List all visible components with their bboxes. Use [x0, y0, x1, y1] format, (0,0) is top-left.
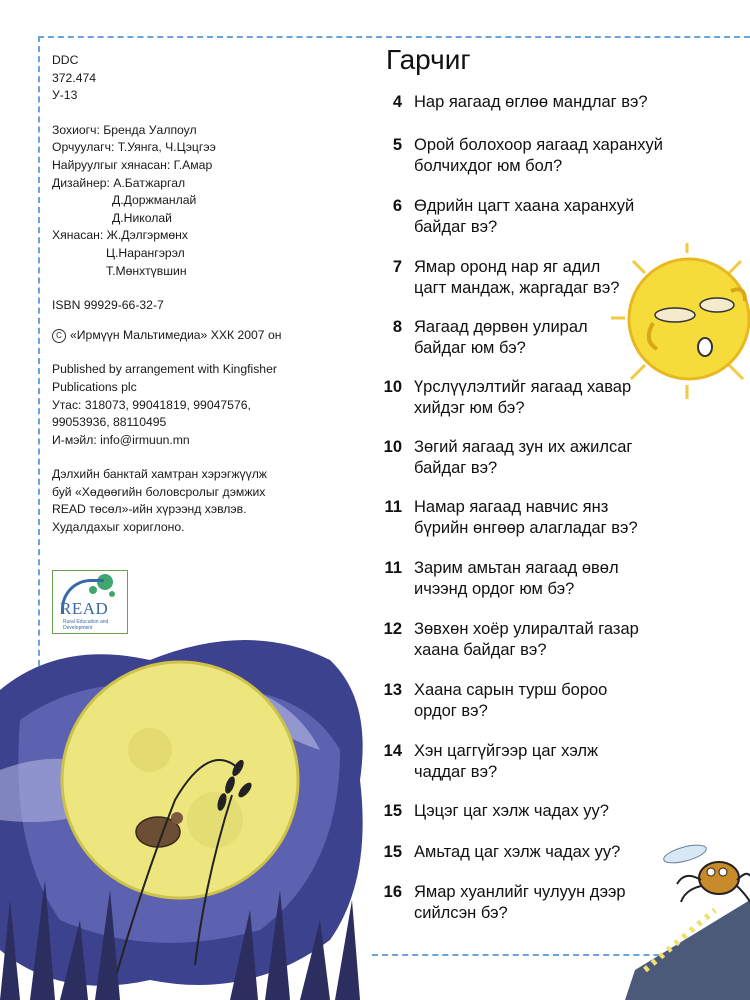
copyright-text: «Ирмүүн Мальтимедиа» ХХК 2007 он — [70, 327, 282, 342]
toc-page-number: 15 — [383, 802, 402, 820]
toc-item — [372, 437, 632, 479]
toc-item — [372, 801, 609, 822]
toc-item — [372, 317, 588, 359]
toc-item-text: Яагаад дөрвөн улирал байдаг юм бэ? — [414, 318, 588, 357]
logo-word: READ — [60, 599, 109, 618]
isbn: ISBN 99929-66-32-7 — [52, 298, 164, 313]
toc-page-number: 4 — [392, 93, 402, 111]
credit-editor: Найруулгыг хянасан: Г.Амар — [52, 157, 213, 172]
toc-item-text: Хаана сарын турш бороо ордог вэ? — [414, 681, 608, 720]
toc-item-text: Зөвхөн хоёр улиралтай газар хаана байдаг вэ? — [414, 620, 639, 659]
publisher-line-1: Published by arrangement with Kingfisher — [52, 362, 277, 377]
toc-page-number: 8 — [392, 318, 402, 336]
page-title: Гарчиг — [386, 44, 471, 75]
toc-item — [372, 558, 619, 600]
toc-item — [372, 135, 663, 177]
credit-reviewer: Хянасан: Ж.Дэлгэрмөнх — [52, 228, 188, 243]
credit-designer-2: Д.Доржманлай — [112, 193, 197, 208]
toc-item-text: Намар яагаад навчис янз бүрийн өнгөөр алагладаг вэ? — [414, 498, 638, 537]
toc-page-number: 14 — [383, 742, 402, 760]
credit-reviewer-3: Т.Мөнхтүвшин — [106, 263, 187, 278]
toc-page-number: 11 — [384, 559, 402, 577]
moon-night-illustration — [0, 620, 372, 1000]
toc-page-number: 10 — [383, 378, 402, 396]
phone-line-2: 99053936, 88110495 — [52, 415, 167, 430]
toc-page-number: 15 — [383, 843, 402, 861]
dashed-frame-top — [38, 36, 750, 38]
credit-author: Зохиогч: Бренда Уалпоул — [52, 122, 197, 137]
toc-page-number: 10 — [383, 438, 402, 456]
copyright-line — [52, 327, 352, 345]
dashed-frame-left — [38, 36, 40, 696]
credit-translator: Орчуулагч: Т.Уянга, Ч.Цэцгээ — [52, 140, 216, 155]
toc-item-text: Үрслүүлэлтийг яагаад хавар хийдэг юм бэ? — [414, 378, 632, 417]
logo-subtitle: Rural Education and Development — [63, 619, 109, 631]
note-line-4: Худалдахыг хориглоно. — [52, 520, 185, 535]
toc-item-text: Амьтад цаг хэлж чадах уу? — [414, 843, 621, 861]
toc-page-number: 7 — [392, 258, 402, 276]
spider-illustration — [625, 840, 750, 1000]
note-line-3: READ төсөл»-ийн хүрээнд хэвлэв. — [52, 502, 247, 517]
phone-line-1: Утас: 318073, 99041819, 99047576, — [52, 397, 251, 412]
toc-item-text: Ямар оронд нар яг адил цагт мандаж, жаргадаг вэ? — [414, 258, 620, 297]
ddc-number: 372.474 — [52, 70, 97, 85]
toc-item-text: Хэн цаггүйгээр цаг хэлж чаддаг вэ? — [414, 742, 599, 781]
note-line-1: Дэлхийн банктай хамтран хэрэгжүүлж — [52, 467, 267, 482]
ddc-code: У-13 — [52, 88, 78, 103]
toc-item — [372, 882, 626, 924]
toc-item-text: Орой болохоор яагаад харанхуй болчихдог юм бол? — [414, 136, 663, 175]
toc-page-number: 12 — [383, 620, 402, 638]
email-line: И-мэйл: info@irmuun.mn — [52, 432, 190, 447]
toc-item — [372, 680, 607, 722]
toc-item — [372, 377, 631, 419]
colophon — [52, 52, 352, 537]
toc-item-text: Зөгий яагаад зун их ажилсаг байдаг вэ? — [414, 438, 633, 477]
toc-item — [372, 619, 639, 661]
toc-page-number: 13 — [383, 681, 402, 699]
credit-reviewer-2: Ц.Нарангэрэл — [106, 245, 185, 260]
toc-item-text: Цэцэг цаг хэлж чадах уу? — [414, 802, 609, 820]
toc-item-text: Зарим амьтан яагаад өвөл ичээнд ордог юм бэ? — [414, 559, 619, 598]
toc-page-number: 5 — [392, 136, 402, 154]
credit-designer-3: Д.Николай — [112, 210, 172, 225]
toc-item — [372, 257, 619, 299]
toc-page-number: 16 — [383, 883, 402, 901]
toc-item — [372, 92, 648, 113]
toc-item-text: Нар яагаад өглөө мандлаг вэ? — [414, 93, 648, 111]
copyright-icon: C — [52, 329, 66, 343]
ddc-label: DDC — [52, 53, 79, 67]
toc-item — [372, 741, 598, 783]
toc-item-text: Өдрийн цагт хаана харанхуй байдаг вэ? — [414, 197, 635, 236]
note-line-2: буй «Хөдөөгийн боловсролыг дэмжих — [52, 484, 266, 499]
sun-illustration — [605, 243, 750, 403]
publisher-line-2: Publications plc — [52, 379, 137, 394]
toc-item — [372, 497, 638, 539]
toc-item — [372, 842, 620, 863]
toc-page-number: 11 — [384, 498, 402, 516]
toc-item — [372, 196, 634, 238]
toc-item-text: Ямар хуанлийг чулуун дээр сийлсэн бэ? — [414, 883, 626, 922]
toc-page-number: 6 — [392, 197, 402, 215]
credit-designer: Дизайнер: А.Батжаргал — [52, 175, 186, 190]
